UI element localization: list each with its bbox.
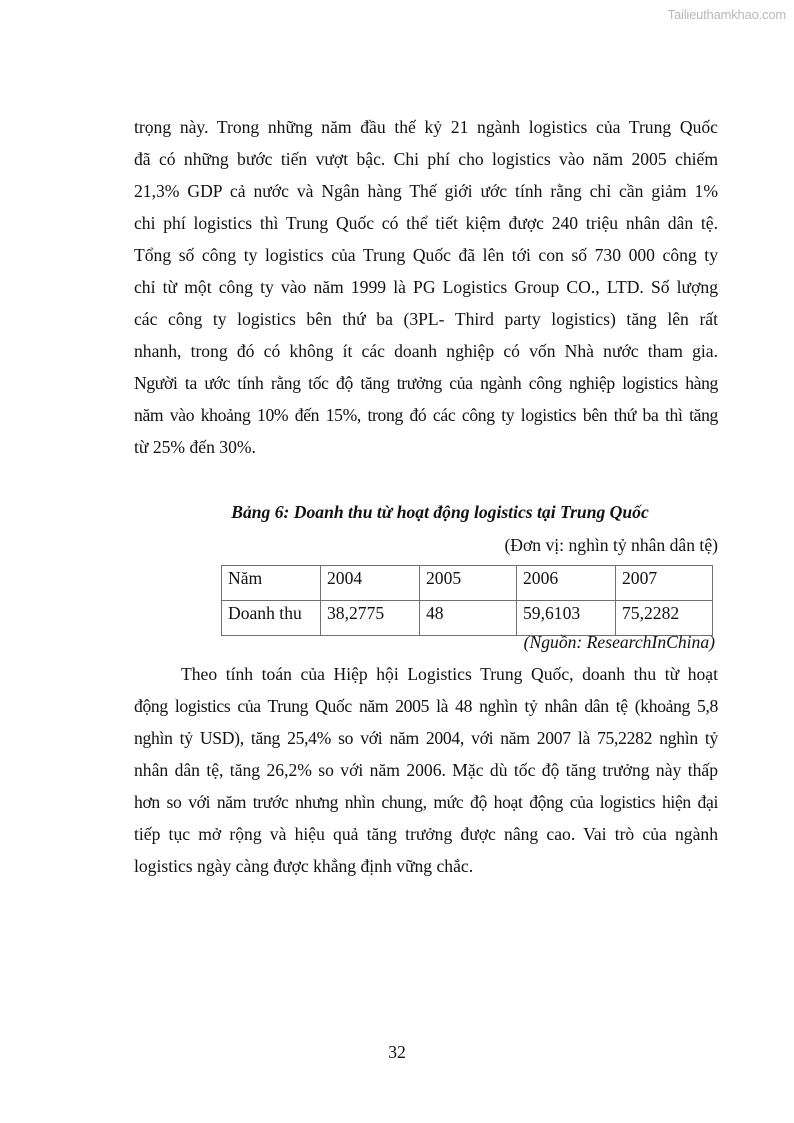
text-line: nhân dân tệ, tăng 26,2% so với năm 2006. Mặc dù tốc độ tăng trưởng này thấp bbox=[134, 760, 718, 780]
text-line: Người ta ước tính rằng tốc độ tăng trưởng của ngành công nghiệp logistics hàng bbox=[134, 373, 718, 393]
text-line: tiếp tục mở rộng và hiệu quả tăng trưởng được nâng cao. Vai trò của ngành bbox=[134, 824, 718, 844]
table-unit: (Đơn vị: nghìn tỷ nhân dân tệ) bbox=[504, 535, 718, 555]
text-line: logistics ngày càng được khẳng định vững chắc. bbox=[134, 856, 474, 876]
text-line: năm vào khoảng 10% đến 15%, trong đó các công ty logistics bên thứ ba thì tăng bbox=[134, 405, 718, 425]
table-cell: Năm bbox=[222, 566, 321, 601]
table-cell: 2005 bbox=[420, 566, 517, 601]
table-row bbox=[222, 566, 713, 601]
text-line: động logistics của Trung Quốc năm 2005 là 48 nghìn tỷ nhân dân tệ (khoảng 5,8 bbox=[134, 696, 718, 716]
page-number: 32 bbox=[388, 1042, 406, 1062]
table-cell: 2006 bbox=[517, 566, 616, 601]
table-cell: 38,2775 bbox=[321, 601, 420, 636]
text-line: chi phí logistics thì Trung Quốc có thể tiết kiệm được 240 triệu nhân dân tệ. bbox=[134, 213, 718, 233]
table-cell: Doanh thu bbox=[222, 601, 321, 636]
table-cell: 59,6103 bbox=[517, 601, 616, 636]
table-caption: Bảng 6: Doanh thu từ hoạt động logistics tại Trung Quốc bbox=[231, 502, 649, 522]
text-line: chỉ từ một công ty vào năm 1999 là PG Logistics Group CO., LTD. Số lượng bbox=[134, 277, 718, 297]
table-cell: 2004 bbox=[321, 566, 420, 601]
table-cell: 75,2282 bbox=[616, 601, 713, 636]
text-line: từ 25% đến 30%. bbox=[134, 437, 256, 457]
text-line: nhanh, trong đó có không ít các doanh nghiệp có vốn Nhà nước tham gia. bbox=[134, 341, 718, 361]
watermark: Tailieuthamkhao.com bbox=[667, 7, 786, 22]
table-source: (Nguồn: ResearchInChina) bbox=[523, 632, 715, 652]
text-line: đã có những bước tiến vượt bậc. Chi phí cho logistics vào năm 2005 chiếm bbox=[134, 149, 718, 169]
table-cell: 2007 bbox=[616, 566, 713, 601]
text-line: hơn so với năm trước nhưng nhìn chung, mức độ hoạt động của logistics hiện đại bbox=[134, 792, 718, 812]
text-line: nghìn tỷ USD), tăng 25,4% so với năm 2004, với năm 2007 là 75,2282 nghìn tỷ bbox=[134, 728, 718, 748]
revenue-table bbox=[221, 565, 713, 636]
text-line: 21,3% GDP cả nước và Ngân hàng Thế giới ước tính rằng chỉ cần giảm 1% bbox=[134, 181, 718, 201]
text-line: Tổng số công ty logistics của Trung Quốc đã lên tới con số 730 000 công ty bbox=[134, 245, 718, 265]
text-line: trọng này. Trong những năm đầu thế kỷ 21 ngành logistics của Trung Quốc bbox=[134, 117, 718, 137]
text-line: Theo tính toán của Hiệp hội Logistics Trung Quốc, doanh thu từ hoạt bbox=[181, 664, 718, 684]
table-cell: 48 bbox=[420, 601, 517, 636]
text-line: các công ty logistics bên thứ ba (3PL- Third party logistics) tăng lên rất bbox=[134, 309, 718, 329]
table-row bbox=[222, 601, 713, 636]
